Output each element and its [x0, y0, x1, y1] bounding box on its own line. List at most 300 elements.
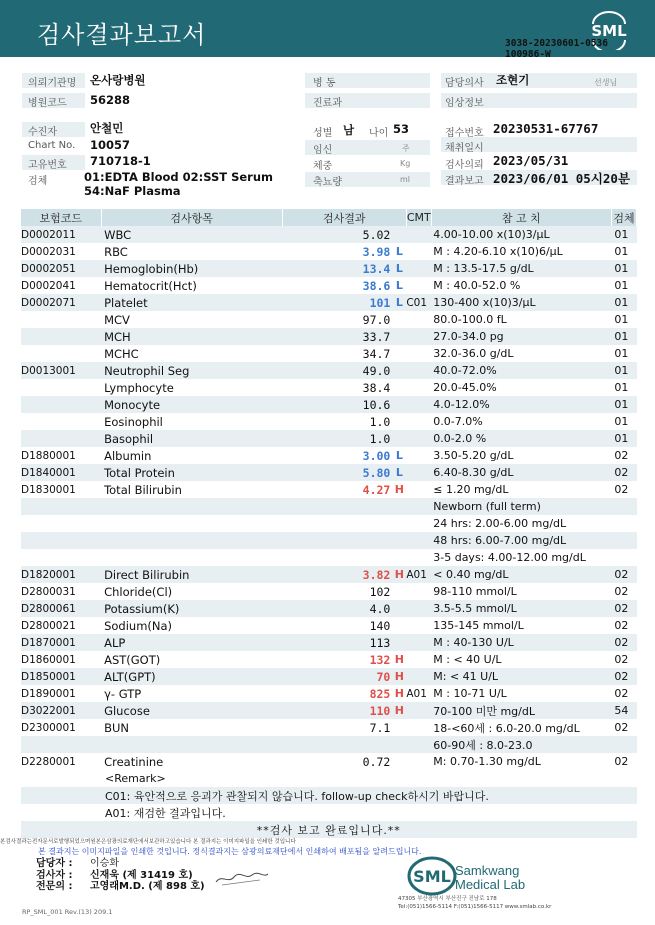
specialist-label: 전문의 : [36, 881, 73, 892]
cell-flag [392, 634, 406, 651]
cell-code: D1890001 [21, 687, 76, 700]
cell-flag: L [395, 245, 403, 258]
lab-name-line2: Medical Lab [455, 877, 526, 892]
logo-text: SML [591, 22, 627, 40]
signature-image [212, 868, 272, 888]
cell-flag [392, 515, 406, 532]
table-row [21, 464, 637, 481]
cell-code: D0002031 [21, 245, 76, 258]
patient-label: 수진자 [28, 127, 57, 138]
cell-flag: L [395, 449, 403, 462]
cell-code: D2280001 [21, 755, 76, 768]
cell-cmt: A01 [406, 687, 427, 700]
cell-name: MCHC [104, 346, 139, 361]
cell-lab: 01 [611, 328, 636, 345]
cell-ref: 20.0-45.0% [433, 381, 497, 394]
cell-flag [392, 362, 406, 379]
cell-code: D3022001 [21, 702, 101, 719]
cell-name: Sodium(Na) [104, 618, 173, 633]
patient-value: 안철민 [90, 121, 124, 135]
cell-ref: 48 hrs: 6.00-7.00 mg/dL [431, 532, 611, 549]
cell-result: 4.27 [362, 482, 391, 497]
cell-ref: < 0.40 mg/dL [431, 566, 611, 583]
report-id [505, 38, 608, 60]
cell-lab [611, 549, 636, 566]
cell-ref: 24 hrs: 2.00-6.00 mg/dL [433, 517, 567, 530]
cell-code [21, 379, 101, 396]
cell-lab: 01 [614, 245, 629, 258]
cell-result: 1.0 [369, 414, 391, 429]
cell-flag [392, 753, 406, 770]
table-row [21, 600, 637, 617]
lab-address-line1: 47305 부산광역시 부산진구 진남로 178 [398, 896, 497, 902]
cell-lab: 02 [611, 668, 636, 685]
chart-value: 10057 [90, 138, 131, 152]
cell-name [101, 515, 282, 532]
id-label: 고유번호 [28, 160, 67, 171]
cell-flag: H [392, 566, 406, 583]
table-row [21, 396, 637, 413]
cell-name: MCV [104, 312, 130, 327]
cell-code: D1830001 [21, 483, 76, 496]
cell-code [21, 413, 101, 430]
cell-flag [392, 549, 406, 566]
cell-cmt [406, 753, 431, 770]
doctor-value: 조현기 [496, 73, 530, 87]
cell-ref: 32.0-36.0 g/dL [433, 347, 514, 360]
cell-code: D2800031 [21, 585, 76, 598]
cell-cmt [406, 362, 431, 379]
cell-code [21, 736, 101, 753]
col-header-code: 보험코드 [21, 209, 101, 226]
report-label: 결과보고 [445, 176, 484, 187]
cell-flag: H [394, 687, 404, 700]
cell-lab [611, 498, 636, 515]
cell-result [282, 736, 392, 753]
table-row [21, 277, 637, 294]
cell-ref: ≤ 1.20 mg/dL [433, 483, 509, 496]
cell-cmt [406, 583, 431, 600]
cell-flag: L [392, 464, 406, 481]
cell-flag [392, 311, 406, 328]
cell-name: Monocyte [101, 396, 282, 413]
cell-code [21, 498, 101, 515]
report-title: 검사결과보고서 [37, 21, 207, 49]
cell-lab: 02 [611, 464, 636, 481]
cell-name: Direct Bilirubin [101, 566, 282, 583]
cell-cmt [406, 549, 431, 566]
report-end-text: **검사 보고 완료입니다.** [21, 821, 637, 838]
table-row [21, 481, 637, 498]
cell-result: 5.80 [282, 464, 392, 481]
cell-ref: M : 10-71 U/L [433, 687, 507, 700]
cell-result: 110 [282, 702, 392, 719]
cell-cmt [406, 379, 431, 396]
cell-lab: 01 [611, 294, 636, 311]
urine-label: 축뇨량 [313, 177, 342, 188]
cell-lab: 01 [611, 430, 636, 447]
staff-label: 담당자 : [36, 858, 73, 869]
cell-flag [392, 226, 406, 243]
lab-address-line2: Tel:(051)1566-5114 F:(051)1566-5117 www.smlab.co.kr [398, 904, 552, 910]
remark-row [21, 804, 637, 821]
cell-cmt [406, 396, 431, 413]
cell-code [21, 515, 101, 532]
institution-value: 온사랑병원 [90, 73, 146, 87]
cell-ref: M : 40.0-52.0 % [433, 279, 521, 292]
cell-cmt [406, 736, 431, 753]
cell-flag [392, 600, 406, 617]
cell-lab: 02 [614, 585, 629, 598]
cell-result: 3.82 [282, 566, 392, 583]
doctor-label: 담당의사 [445, 78, 484, 89]
table-row [21, 294, 637, 311]
cell-ref: 3-5 days: 4.00-12.00 mg/dL [433, 551, 586, 564]
cell-name: Total Bilirubin [104, 482, 182, 497]
table-row [21, 226, 637, 243]
table-row [21, 430, 637, 447]
cell-ref: M: < 41 U/L [431, 668, 611, 685]
cell-lab: 02 [611, 600, 636, 617]
ward-label: 병 동 [313, 78, 336, 89]
cell-lab: 02 [614, 687, 629, 700]
table-row [21, 328, 637, 345]
cell-name [101, 549, 282, 566]
report-value: 2023/06/01 05시20분 [493, 171, 631, 186]
request-value: 2023/05/31 [493, 153, 569, 168]
cell-result: 101 [282, 294, 392, 311]
cell-cmt [406, 617, 431, 634]
table-row [21, 447, 637, 464]
cell-lab: 01 [614, 347, 629, 360]
cell-cmt [406, 345, 431, 362]
remark-title: <Remark> [105, 772, 166, 785]
specialist-value: 고영래M.D. (제 898 호) [90, 881, 205, 892]
cell-flag [392, 379, 406, 396]
table-row [21, 311, 637, 328]
cell-result: 132 [369, 652, 391, 667]
cell-result: 113 [282, 634, 392, 651]
cell-ref: 98-110 mmol/L [433, 585, 517, 598]
cell-code: D1860001 [21, 653, 76, 666]
collection-label: 채취일시 [445, 143, 484, 154]
cell-result: 97.0 [362, 312, 391, 327]
cell-code: D0002071 [21, 294, 101, 311]
cell-ref: M : 4.20-6.10 x(10)6/μL [433, 245, 563, 258]
cell-ref: 3.5-5.5 mmol/L [431, 600, 611, 617]
specimen-line1: 01:EDTA Blood 02:SST Serum [84, 170, 274, 184]
cell-flag: H [394, 483, 404, 496]
cell-code [21, 532, 101, 549]
examiner-label: 검사자 : [36, 870, 73, 881]
cell-result: 38.4 [362, 380, 391, 395]
cell-result: 34.7 [362, 346, 391, 361]
cell-ref: 135-145 mmol/L [433, 619, 524, 632]
cell-flag [392, 736, 406, 753]
table-row [21, 243, 637, 260]
table-row [21, 549, 637, 566]
table-row [21, 345, 637, 362]
remark-c01: C01: 육안적으로 응괴가 관찰되지 않습니다. follow-up check하시기 바랍니다. [21, 787, 637, 804]
table-row [21, 413, 637, 430]
table-row [21, 498, 637, 515]
cell-cmt [406, 447, 431, 464]
cell-name: Creatinine [104, 754, 164, 769]
cell-cmt [406, 226, 431, 243]
cell-name: Albumin [104, 448, 152, 463]
cell-name [101, 498, 282, 515]
institution-label: 의뢰기관명 [28, 78, 77, 89]
cell-name: Basophil [101, 430, 282, 447]
cell-ref: M : 40-130 U/L [431, 634, 611, 651]
cell-cmt [406, 260, 431, 277]
cell-flag: L [392, 260, 406, 277]
lab-logo-text: SML [413, 867, 451, 886]
cell-flag [392, 532, 406, 549]
table-row [21, 702, 637, 719]
cell-result: 3.98 [362, 244, 391, 259]
cell-code [21, 430, 101, 447]
cell-result: 10.6 [282, 396, 392, 413]
table-row [21, 362, 637, 379]
cell-cmt [406, 668, 431, 685]
specimen-line2: 54:NaF Plasma [84, 184, 181, 198]
age-value: 53 [393, 122, 410, 136]
table-row [21, 260, 637, 277]
cell-name: RBC [104, 244, 128, 259]
cell-code: D1880001 [21, 449, 76, 462]
cell-ref: 0.0-2.0 % [431, 430, 611, 447]
cell-result: 0.72 [362, 754, 391, 769]
cell-result [282, 498, 392, 515]
cell-cmt [406, 498, 431, 515]
cell-result: 13.4 [282, 260, 392, 277]
cell-result: 49.0 [282, 362, 392, 379]
pregnancy-label: 임신 [313, 145, 333, 156]
cell-lab [611, 515, 636, 532]
cell-result: 102 [369, 584, 391, 599]
cell-lab: 01 [614, 415, 629, 428]
cell-code: D0002011 [21, 226, 101, 243]
cell-ref: 4.00-10.00 x(10)3/μL [431, 226, 611, 243]
cell-code: D1870001 [21, 634, 101, 651]
cell-cmt [406, 532, 431, 549]
weight-unit: Kg [400, 159, 411, 168]
cell-ref: 70-100 미만 mg/dL [431, 702, 611, 719]
cell-flag: H [392, 668, 406, 685]
cell-code: D1840001 [21, 464, 101, 481]
cell-cmt [406, 464, 431, 481]
cell-lab [611, 736, 636, 753]
cell-code [21, 345, 101, 362]
cell-ref: Newborn (full term) [431, 498, 611, 515]
table-row [21, 753, 637, 770]
cell-name: ALP [101, 634, 282, 651]
cell-name: Hemoglobin(Hb) [101, 260, 282, 277]
remark-a01: A01: 재검한 결과입니다. [105, 806, 226, 820]
cell-cmt: A01 [406, 566, 431, 583]
results-table [21, 209, 637, 838]
cell-name: Neutrophil Seg [101, 362, 282, 379]
doctor-suffix: 선생님 [594, 78, 618, 87]
lab-name-line1: Samkwang [455, 863, 520, 878]
cell-cmt [406, 328, 431, 345]
cell-ref: 18-<60세 : 6.0-20.0 mg/dL [433, 721, 580, 735]
cell-result [282, 532, 392, 549]
cell-name: MCH [101, 328, 282, 345]
cell-cmt [406, 651, 431, 668]
cell-lab: 01 [611, 260, 636, 277]
cell-flag [392, 583, 406, 600]
cell-lab: 01 [611, 396, 636, 413]
cell-result: 825 [369, 686, 391, 701]
table-row [21, 566, 637, 583]
table-row [21, 515, 637, 532]
request-label: 검사의뢰 [445, 160, 484, 171]
cell-lab: 01 [614, 381, 629, 394]
clinical-info-label: 임상정보 [445, 98, 484, 109]
table-row [21, 634, 637, 651]
cell-ref: 6.40-8.30 g/dL [431, 464, 611, 481]
staff-value: 이승화 [90, 858, 119, 869]
col-header-result: 검사결과 [282, 209, 406, 226]
cell-name: γ- GTP [104, 686, 142, 701]
cell-lab: 02 [614, 755, 629, 768]
cell-code: D2800021 [21, 619, 76, 632]
lab-address [398, 895, 551, 911]
cell-name: Potassium(K) [101, 600, 282, 617]
cell-code [21, 311, 101, 328]
cell-code: D1850001 [21, 668, 101, 685]
cell-code [21, 328, 101, 345]
cell-name: Hematocrit(Hct) [104, 278, 197, 293]
cell-name: Platelet [101, 294, 282, 311]
cell-lab: 02 [614, 721, 629, 734]
cell-ref: M : 13.5-17.5 g/dL [431, 260, 611, 277]
id-value: 710718-1 [90, 154, 151, 168]
remark-row [21, 787, 637, 804]
cell-ref: M : < 40 U/L [433, 653, 502, 666]
cell-flag [392, 396, 406, 413]
cell-lab: 01 [611, 226, 636, 243]
cell-flag [392, 719, 406, 736]
cell-name: AST(GOT) [104, 652, 161, 667]
cell-lab: 02 [614, 653, 629, 666]
cell-result: 70 [282, 668, 392, 685]
hospital-code-label: 병원코드 [28, 98, 67, 109]
col-header-cmt: CMT [406, 211, 431, 224]
col-header-item: 검사항목 [101, 209, 282, 226]
age-label: 나이 [369, 128, 389, 139]
cell-lab: 02 [611, 566, 636, 583]
table-header [21, 209, 637, 226]
cell-result: 38.6 [362, 278, 391, 293]
cell-lab: 02 [614, 619, 629, 632]
cell-ref: M: 0.70-1.30 mg/dL [433, 755, 541, 768]
samkwang-logo [406, 855, 458, 897]
cell-name: Total Protein [101, 464, 282, 481]
cell-ref: 40.0-72.0% [431, 362, 611, 379]
cell-flag [392, 430, 406, 447]
cell-flag: L [395, 279, 403, 292]
cell-name [101, 736, 282, 753]
cell-result: 5.02 [282, 226, 392, 243]
cell-flag: H [394, 653, 404, 666]
cell-lab [611, 532, 636, 549]
cell-code: D2300001 [21, 721, 76, 734]
cell-cmt: C01 [406, 294, 431, 311]
cell-ref: 27.0-34.0 pg [431, 328, 611, 345]
cell-cmt [406, 600, 431, 617]
report-id-line1: 3038-20230601-0536 [505, 38, 608, 49]
cell-flag [392, 498, 406, 515]
examiner-value: 신재욱 (제 31419 호) [90, 870, 193, 881]
cell-name: Lymphocyte [104, 380, 174, 395]
weight-label: 체중 [313, 161, 333, 172]
print-notice: 본 결과지는 이미지파일을 인쇄한 것입니다. 정식결과지는 삼광의료재단에서 인쇄하여 배포됨을 알려드립니다. [38, 847, 422, 856]
table-row [21, 651, 637, 668]
col-header-ref: 참 고 치 [431, 209, 611, 226]
cell-cmt [406, 481, 431, 498]
cell-lab: 02 [611, 634, 636, 651]
cell-cmt [406, 719, 431, 736]
specimen-label: 검체 [28, 176, 48, 187]
cell-name: WBC [101, 226, 282, 243]
cell-ref: 130-400 x(10)3/μL [431, 294, 611, 311]
cell-ref: 60-90세 : 8.0-23.0 [431, 736, 611, 753]
table-row [21, 583, 637, 600]
cell-result: 33.7 [282, 328, 392, 345]
cell-cmt [406, 311, 431, 328]
cell-lab: 01 [611, 362, 636, 379]
table-row [21, 719, 637, 736]
cell-cmt [406, 702, 431, 719]
cell-cmt [406, 277, 431, 294]
remark-row [21, 770, 637, 787]
table-row [21, 685, 637, 702]
cell-cmt [406, 634, 431, 651]
hospital-code-value: 56288 [90, 93, 131, 107]
cell-lab: 01 [614, 313, 629, 326]
cell-flag: H [392, 702, 406, 719]
cell-cmt [406, 243, 431, 260]
cell-code: D1820001 [21, 566, 101, 583]
cell-flag [392, 617, 406, 634]
cell-lab: 02 [614, 483, 629, 496]
cell-cmt [406, 413, 431, 430]
cell-result: 1.0 [282, 430, 392, 447]
lab-name [455, 864, 525, 892]
cell-result [282, 549, 392, 566]
cell-result: 140 [369, 618, 391, 633]
end-row [21, 821, 637, 838]
table-row [21, 379, 637, 396]
table-row [21, 668, 637, 685]
table-row [21, 617, 637, 634]
report-id-line2: 100986-W [505, 49, 551, 60]
cell-result: 3.00 [362, 448, 391, 463]
cell-flag [392, 328, 406, 345]
cell-cmt [406, 430, 431, 447]
cell-code: D0013001 [21, 362, 101, 379]
cell-cmt [406, 515, 431, 532]
cell-result: 7.1 [369, 720, 391, 735]
cell-lab: 02 [614, 449, 629, 462]
cell-result [282, 515, 392, 532]
cell-code [21, 396, 101, 413]
cell-ref: 3.50-5.20 g/dL [433, 449, 514, 462]
table-row [21, 532, 637, 549]
